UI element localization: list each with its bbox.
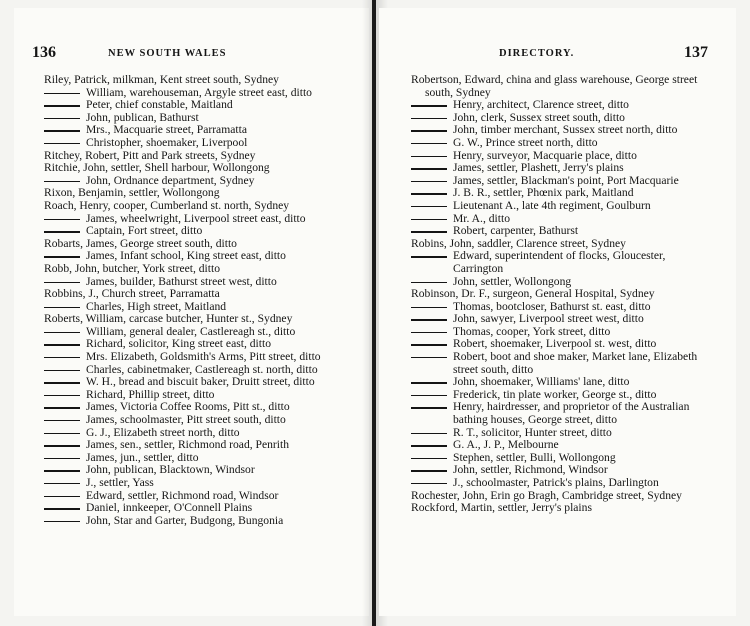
ditto-dash <box>411 193 447 194</box>
entry-text: Robarts, James, George street south, ditto <box>44 236 237 250</box>
ditto-dash <box>411 332 447 333</box>
page-number: 137 <box>684 44 708 61</box>
entry-text: John, Star and Garter, Budgong, Bungonia <box>86 513 284 527</box>
ditto-dash <box>44 93 80 94</box>
ditto-dash <box>411 445 447 446</box>
entry-text: William, warehouseman, Argyle street east, ditto <box>86 85 312 99</box>
entry-text: Peter, chief constable, Maitland <box>86 98 233 112</box>
entry-text: Robert, carpenter, Bathurst <box>453 224 579 238</box>
ditto-dash <box>44 231 80 232</box>
ditto-dash <box>44 395 80 396</box>
ditto-dash <box>44 433 80 434</box>
entry-text: John, settler, Wollongong <box>453 274 572 288</box>
entry-text: William, general dealer, Castlereagh st., ditto <box>86 324 296 338</box>
ditto-dash <box>44 118 80 119</box>
ditto-dash <box>411 156 447 157</box>
ditto-dash <box>44 445 80 446</box>
entry-text: Daniel, innkeeper, O'Connell Plains <box>86 501 253 515</box>
entry-text: James, sen., settler, Richmond road, Penrith <box>86 438 290 452</box>
ditto-dash <box>44 407 80 408</box>
ditto-dash <box>411 118 447 119</box>
ditto-dash <box>411 206 447 207</box>
ditto-dash <box>44 483 80 484</box>
entry-text: Robinson, Dr. F., surgeon, General Hospital, Sydney <box>411 287 655 301</box>
ditto-dash <box>44 256 80 257</box>
entry-text: R. T., solicitor, Hunter street, ditto <box>453 425 612 439</box>
entry-text: Robertson, Edward, china and glass warehouse, George street south, Sydney <box>411 73 698 99</box>
entry-text: Edward, settler, Richmond road, Windsor <box>86 488 279 502</box>
ditto-dash <box>411 282 447 283</box>
entry-text: John, shoemaker, Williams' lane, ditto <box>453 375 630 389</box>
left-page-header <box>32 44 349 68</box>
entry-text: Captain, Fort street, ditto <box>86 224 203 238</box>
entry-text: John, sawyer, Liverpool street west, ditto <box>453 312 644 326</box>
ditto-dash <box>411 344 447 345</box>
entry-text: Riley, Patrick, milkman, Kent street south, Sydney <box>44 73 279 86</box>
entry-text: J., schoolmaster, Patrick's plains, Darlington <box>453 476 659 489</box>
ditto-dash <box>411 483 447 484</box>
entry-text: Robb, John, butcher, York street, ditto <box>44 261 221 275</box>
entry-text: John, timber merchant, Sussex street north, ditto <box>453 123 678 137</box>
entry-text: Richard, solicitor, King street east, ditto <box>86 337 271 351</box>
directory-entry <box>411 401 717 426</box>
ditto-dash <box>411 181 447 182</box>
entry-text: G. W., Prince street north, ditto <box>453 135 598 149</box>
entry-text: Rixon, Benjamin, settler, Wollongong <box>44 186 220 200</box>
ditto-dash <box>411 231 447 232</box>
ditto-dash <box>411 256 447 257</box>
ditto-dash <box>44 420 80 421</box>
book-gutter <box>372 0 376 626</box>
entry-text: Roach, Henry, cooper, Cumberland st. north, Sydney <box>44 198 290 212</box>
entry-text: Ritchey, Robert, Pitt and Park streets, Sydney <box>44 148 256 162</box>
ditto-dash <box>44 357 80 358</box>
ditto-dash <box>411 319 447 320</box>
entry-text: W. H., bread and biscuit baker, Druitt street, ditto <box>86 375 315 389</box>
ditto-dash <box>411 382 447 383</box>
ditto-dash <box>411 407 447 408</box>
ditto-dash <box>411 219 447 220</box>
ditto-dash <box>44 521 80 522</box>
entry-text: J. B. R., settler, Phœnix park, Maitland <box>453 186 634 200</box>
left-entries <box>44 74 344 527</box>
entry-text: James, settler, Blackman's point, Port Macquarie <box>453 173 679 187</box>
ditto-dash <box>44 105 80 106</box>
entry-text: John, Ordnance department, Sydney <box>86 173 255 187</box>
ditto-dash <box>411 357 447 358</box>
ditto-dash <box>44 219 80 220</box>
entry-text: Richard, Phillip street, ditto <box>86 387 215 401</box>
entry-text: Rochester, John, Erin go Bragh, Cambridge street, Sydney <box>411 488 682 502</box>
ditto-dash <box>44 344 80 345</box>
entry-text: James, settler, Plashett, Jerry's plains <box>453 161 624 175</box>
entry-text: James, Victoria Coffee Rooms, Pitt st., ditto <box>86 400 290 414</box>
running-head: NEW SOUTH WALES <box>108 48 227 59</box>
directory-entry <box>411 250 717 275</box>
entry-text: Christopher, shoemaker, Liverpool <box>86 135 248 149</box>
ditto-dash <box>411 130 447 131</box>
ditto-dash <box>44 370 80 371</box>
entry-text: Robert, shoemaker, Liverpool st. west, ditto <box>453 337 657 351</box>
ditto-dash <box>411 307 447 308</box>
ditto-dash <box>411 143 447 144</box>
entry-text: G. A., J. P., Melbourne <box>453 438 559 452</box>
running-head: DIRECTORY. <box>499 48 575 59</box>
entry-text: Frederick, tin plate worker, George st., ditto <box>453 387 657 401</box>
page-number: 136 <box>32 44 56 61</box>
entry-text: Robert, boot and shoe maker, Market lane, Elizabeth street south, ditto <box>453 350 698 376</box>
directory-entry <box>411 351 717 376</box>
entry-text: James, schoolmaster, Pitt street south, ditto <box>86 413 286 427</box>
entry-text: Ritchie, John, settler, Shell harbour, Wollongong <box>44 161 270 175</box>
entry-text: G. J., Elizabeth street north, ditto <box>86 425 240 439</box>
entry-text: Henry, surveyor, Macquarie place, ditto <box>453 148 637 162</box>
entry-text: Henry, hairdresser, and proprietor of the Australian bathing houses, George street, ditto <box>453 400 690 427</box>
ditto-dash <box>44 181 80 182</box>
entry-text: Mr. A., ditto <box>453 211 511 225</box>
entry-text: Roberts, William, carcase butcher, Hunter st., Sydney <box>44 312 293 326</box>
ditto-dash <box>411 168 447 169</box>
entry-text: James, builder, Bathurst street west, ditto <box>86 274 277 288</box>
entry-text: Lieutenant A., late 4th regiment, Goulburn <box>453 198 651 212</box>
directory-entry <box>411 502 717 515</box>
directory-entry <box>411 74 717 99</box>
entry-text: Edward, superintendent of flocks, Gloucester, Carrington <box>453 249 666 275</box>
ditto-dash <box>44 332 80 333</box>
ditto-dash <box>44 143 80 144</box>
entry-text: Thomas, bootcloser, Bathurst st. east, ditto <box>453 299 651 313</box>
entry-text: James, wheelwright, Liverpool street east, ditto <box>86 211 306 225</box>
entry-text: Charles, High street, Maitland <box>86 299 227 313</box>
entry-text: Stephen, settler, Bulli, Wollongong <box>453 450 616 464</box>
directory-entry <box>44 515 344 528</box>
ditto-dash <box>411 458 447 459</box>
ditto-dash <box>44 458 80 459</box>
ditto-dash <box>44 496 80 497</box>
ditto-dash <box>411 105 447 106</box>
entry-text: Henry, architect, Clarence street, ditto <box>453 98 629 112</box>
entry-text: Robins, John, saddler, Clarence street, Sydney <box>411 236 626 250</box>
ditto-dash <box>44 282 80 283</box>
ditto-dash <box>44 307 80 308</box>
entry-text: J., settler, Yass <box>86 476 154 489</box>
entry-text: Mrs. Elizabeth, Goldsmith's Arms, Pitt street, ditto <box>86 350 321 364</box>
ditto-dash <box>411 470 447 471</box>
entry-text: John, publican, Blacktown, Windsor <box>86 463 255 477</box>
ditto-dash <box>411 433 447 434</box>
entry-text: Robbins, J., Church street, Parramatta <box>44 287 220 301</box>
left-page <box>14 8 369 616</box>
entry-text: Thomas, cooper, York street, ditto <box>453 324 611 338</box>
entry-text: John, publican, Bathurst <box>86 110 199 124</box>
ditto-dash <box>411 395 447 396</box>
entry-text: John, clerk, Sussex street south, ditto <box>453 110 625 124</box>
entry-text: Rockford, Martin, settler, Jerry's plains <box>411 501 592 515</box>
ditto-dash <box>44 382 80 383</box>
entry-text: John, settler, Richmond, Windsor <box>453 463 608 477</box>
ditto-dash <box>44 508 80 509</box>
right-page-header <box>405 44 708 68</box>
entry-text: James, jun., settler, ditto <box>86 450 199 464</box>
entry-text: James, Infant school, King street east, ditto <box>86 249 286 263</box>
right-page <box>379 8 736 616</box>
entry-text: Charles, cabinetmaker, Castlereagh st. north, ditto <box>86 362 318 376</box>
ditto-dash <box>44 130 80 131</box>
entry-text: Mrs., Macquarie street, Parramatta <box>86 123 247 137</box>
right-entries <box>411 74 717 515</box>
ditto-dash <box>44 470 80 471</box>
